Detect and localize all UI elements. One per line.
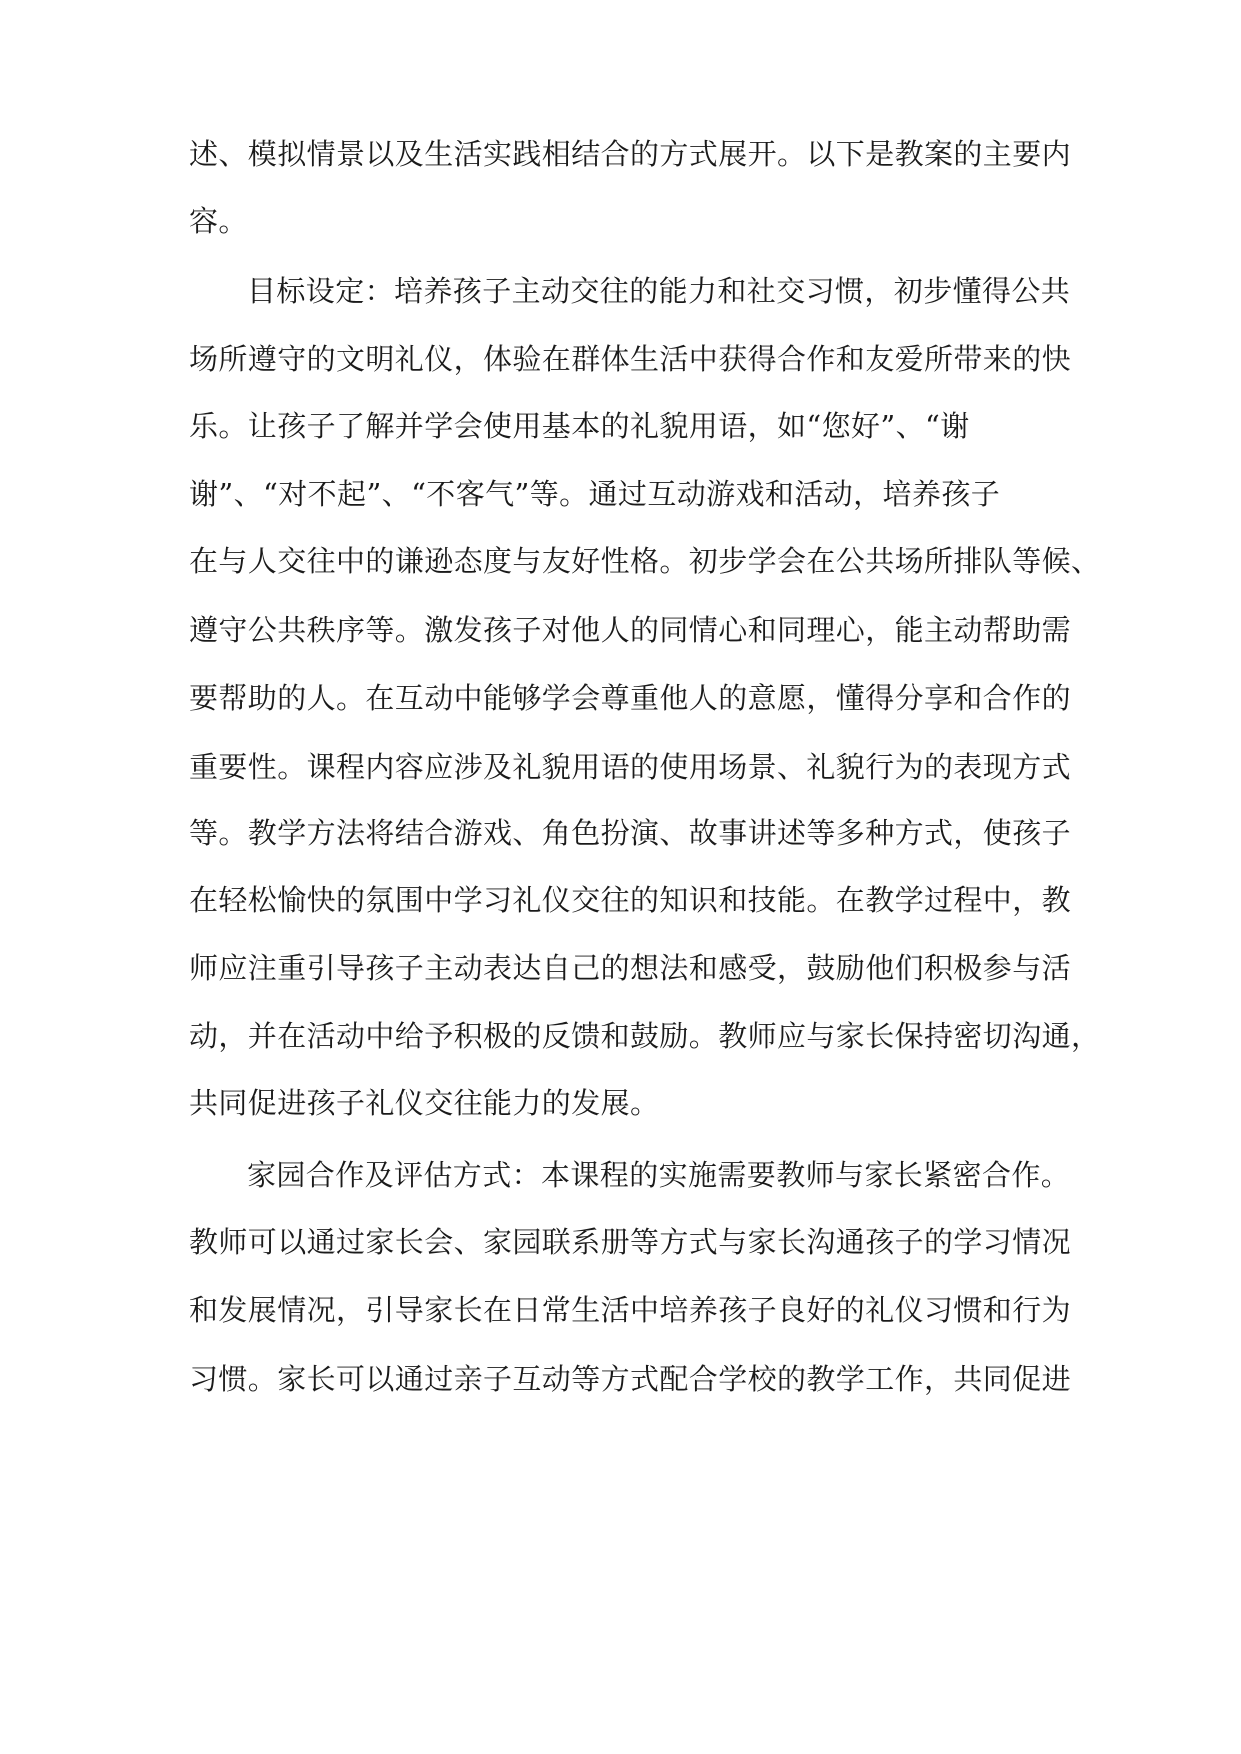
text-line: 谢”、“对不起”、“不客气”等。通过互动游戏和活动，培养孩子 [189, 477, 1001, 511]
text-line: 教师可以通过家长会、家园联系册等方式与家长沟通孩子的学习情况 [189, 1225, 1072, 1259]
text-line: 场所遵守的文明礼仪，体验在群体生活中获得合作和友爱所带来的快 [189, 342, 1072, 376]
text-line: 习惯。家长可以通过亲子互动等方式配合学校的教学工作，共同促进 [189, 1362, 1072, 1396]
text-line: 共同促进孩子礼仪交往能力的发展。 [189, 1086, 660, 1120]
text-line: 在轻松愉快的氛围中学习礼仪交往的知识和技能。在教学过程中，教 [189, 883, 1072, 917]
text-line: 要帮助的人。在互动中能够学会尊重他人的意愿，懂得分享和合作的 [189, 681, 1072, 715]
text-line: 遵守公共秩序等。激发孩子对他人的同情心和同理心，能主动帮助需 [189, 613, 1072, 647]
text-line: 重要性。课程内容应涉及礼貌用语的使用场景、礼貌行为的表现方式 [189, 750, 1072, 784]
text-line: 在与人交往中的谦逊态度与友好性格。初步学会在公共场所排队等候、 [189, 544, 1101, 578]
text-line: 师应注重引导孩子主动表达自己的想法和感受，鼓励他们积极参与活 [189, 951, 1072, 985]
text-line: 动，并在活动中给予积极的反馈和鼓励。教师应与家长保持密切沟通， [189, 1019, 1101, 1053]
text-line: 容。 [189, 204, 248, 238]
paragraph-start-line: 目标设定：培养孩子主动交往的能力和社交习惯，初步懂得公共 [247, 274, 1071, 308]
text-line: 乐。让孩子了解并学会使用基本的礼貌用语，如“您好”、“谢 [189, 409, 970, 443]
text-line: 述、模拟情景以及生活实践相结合的方式展开。以下是教案的主要内 [189, 137, 1072, 171]
text-line: 等。教学方法将结合游戏、角色扮演、故事讲述等多种方式，使孩子 [189, 816, 1072, 850]
paragraph-start-line: 家园合作及评估方式：本课程的实施需要教师与家长紧密合作。 [247, 1158, 1071, 1192]
text-line: 和发展情况，引导家长在日常生活中培养孩子良好的礼仪习惯和行为 [189, 1293, 1072, 1327]
